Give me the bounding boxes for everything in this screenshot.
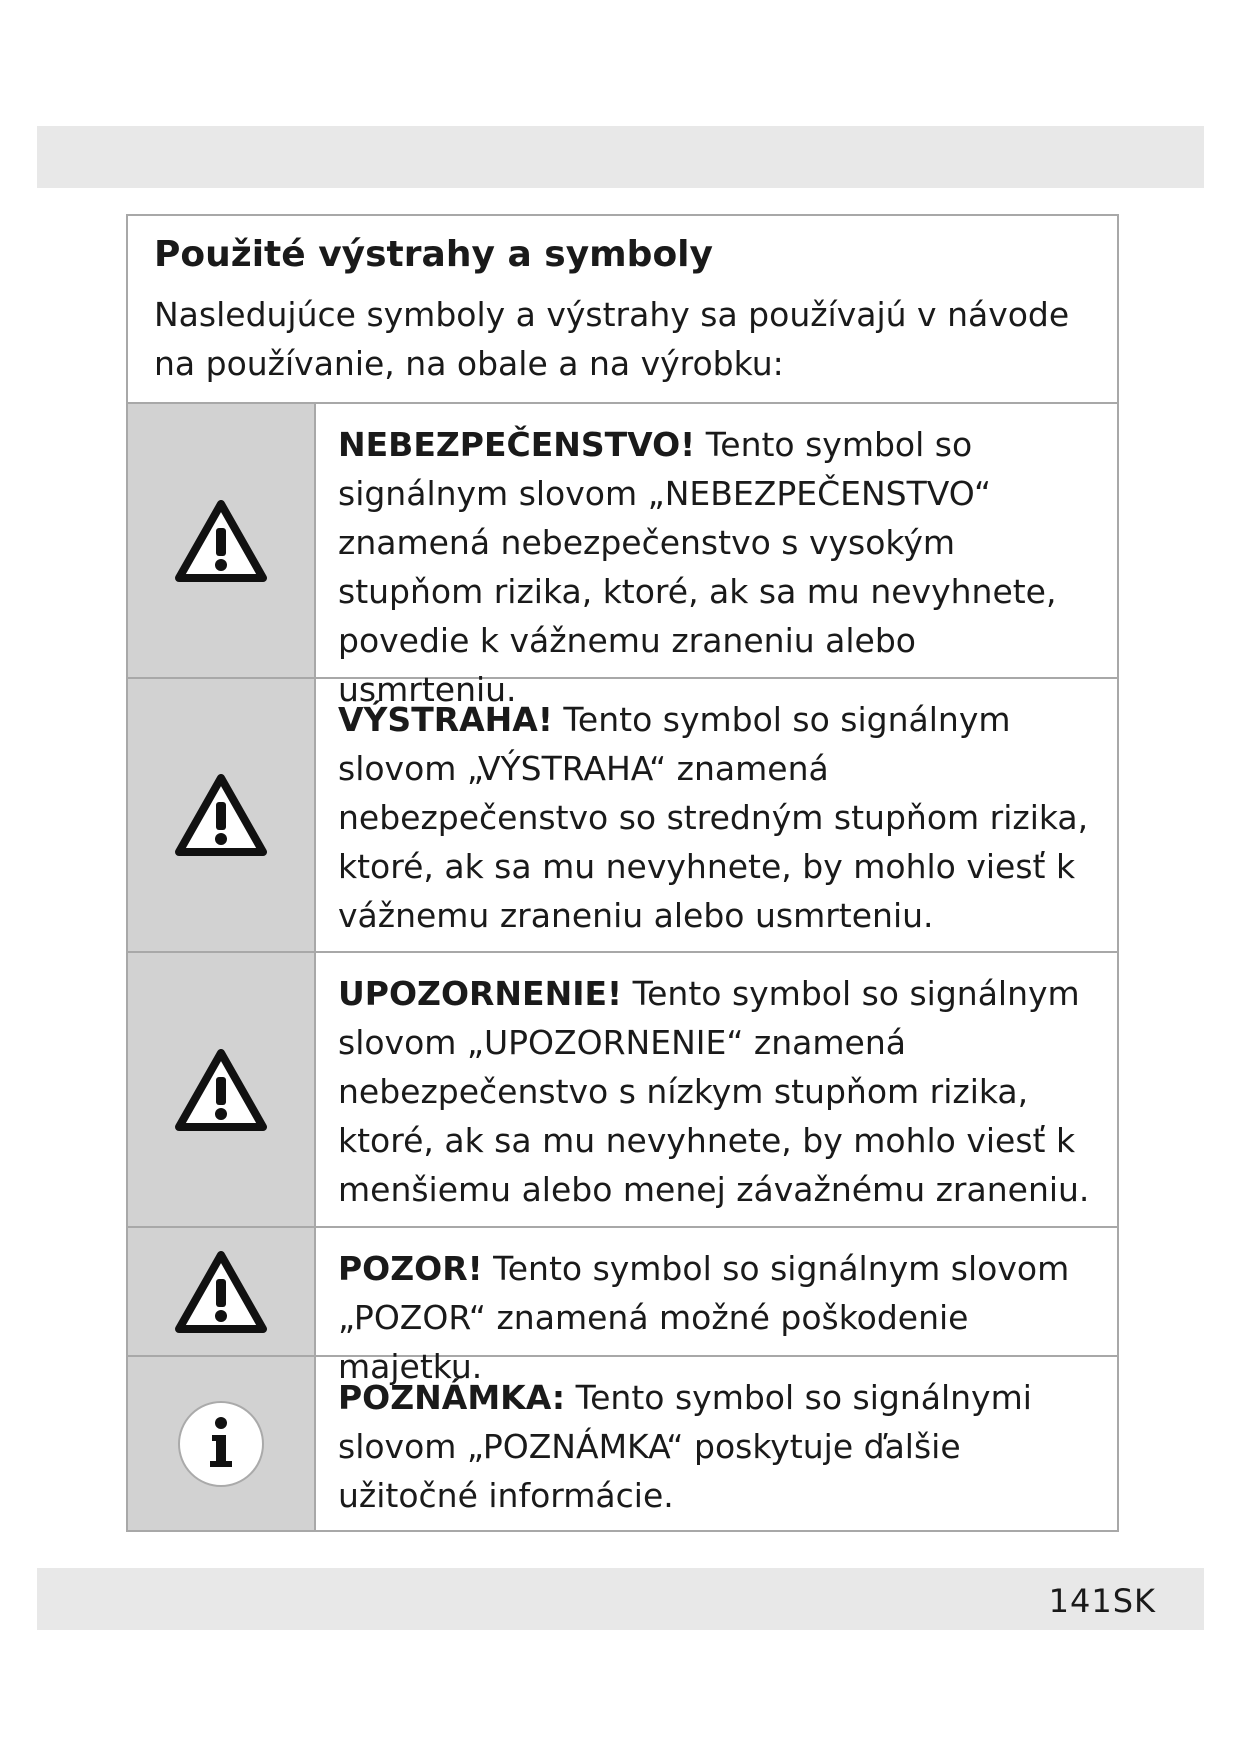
row-text bbox=[316, 1228, 1117, 1386]
row-text bbox=[316, 404, 1117, 709]
warning-triangle-icon bbox=[175, 774, 267, 856]
row-text bbox=[316, 1357, 1117, 1530]
signal-word: NEBEZPEČENSTVO! bbox=[338, 425, 696, 464]
table-row-danger bbox=[128, 404, 1117, 709]
section-title: Použité výstrahy a symboly bbox=[154, 234, 713, 275]
signal-word: POZNÁMKA: bbox=[338, 1378, 566, 1417]
signal-word: POZOR! bbox=[338, 1249, 483, 1288]
header-band bbox=[37, 126, 1204, 188]
table-row-note bbox=[128, 1357, 1117, 1530]
row-description: Tento symbol so signálnymi slovom „POZNÁMKA“ poskytuje ďalšie užitočné informácie. bbox=[338, 1378, 1032, 1515]
signal-word: VÝSTRAHA! bbox=[338, 700, 553, 739]
icon-cell bbox=[128, 1357, 316, 1530]
table-row-notice bbox=[128, 1228, 1117, 1386]
warning-triangle-icon bbox=[175, 1251, 267, 1333]
row-text bbox=[316, 679, 1117, 951]
section-description: Nasledujúce symboly a výstrahy sa používajú v návode na používanie, na obale a na výrobku: bbox=[154, 295, 1070, 383]
signal-word: UPOZORNENIE! bbox=[338, 974, 623, 1013]
table-row-caution bbox=[128, 953, 1117, 1228]
row-text bbox=[316, 953, 1117, 1226]
icon-cell bbox=[128, 953, 316, 1226]
icon-cell bbox=[128, 1228, 316, 1355]
page-number: 141SK bbox=[1048, 1582, 1156, 1620]
icon-cell bbox=[128, 679, 316, 951]
row-description: Tento symbol so signálnym slovom „NEBEZPEČENSTVO“ znamená nebezpečenstvo s vysokým stupňom rizika, ktoré, ak sa mu nevyhnete, povedie k vážnemu zraneniu alebo usmrteniu. bbox=[338, 425, 1057, 709]
icon-cell bbox=[128, 404, 316, 677]
row-description: Tento symbol so signálnym slovom „VÝSTRAHA“ znamená nebezpečenstvo so stredným stupňom rizika, ktoré, ak sa mu nevyhnete, by mohlo viesť k vážnemu zraneniu alebo usmrteniu. bbox=[338, 700, 1089, 935]
warnings-symbols-table bbox=[126, 214, 1119, 1532]
warning-triangle-icon bbox=[175, 500, 267, 582]
warning-triangle-icon bbox=[175, 1049, 267, 1131]
row-description: Tento symbol so signálnym slovom „POZOR“ znamená možné poškodenie majetku. bbox=[338, 1249, 1070, 1386]
footer-band bbox=[37, 1568, 1204, 1630]
row-description: Tento symbol so signálnym slovom „UPOZORNENIE“ znamená nebezpečenstvo s nízkym stupňom rizika, ktoré, ak sa mu nevyhnete, by mohlo viesť k menšiemu alebo menej závažnému zraneniu. bbox=[338, 974, 1090, 1209]
info-icon bbox=[176, 1399, 266, 1489]
table-header bbox=[128, 216, 1117, 404]
table-row-warning bbox=[128, 679, 1117, 953]
